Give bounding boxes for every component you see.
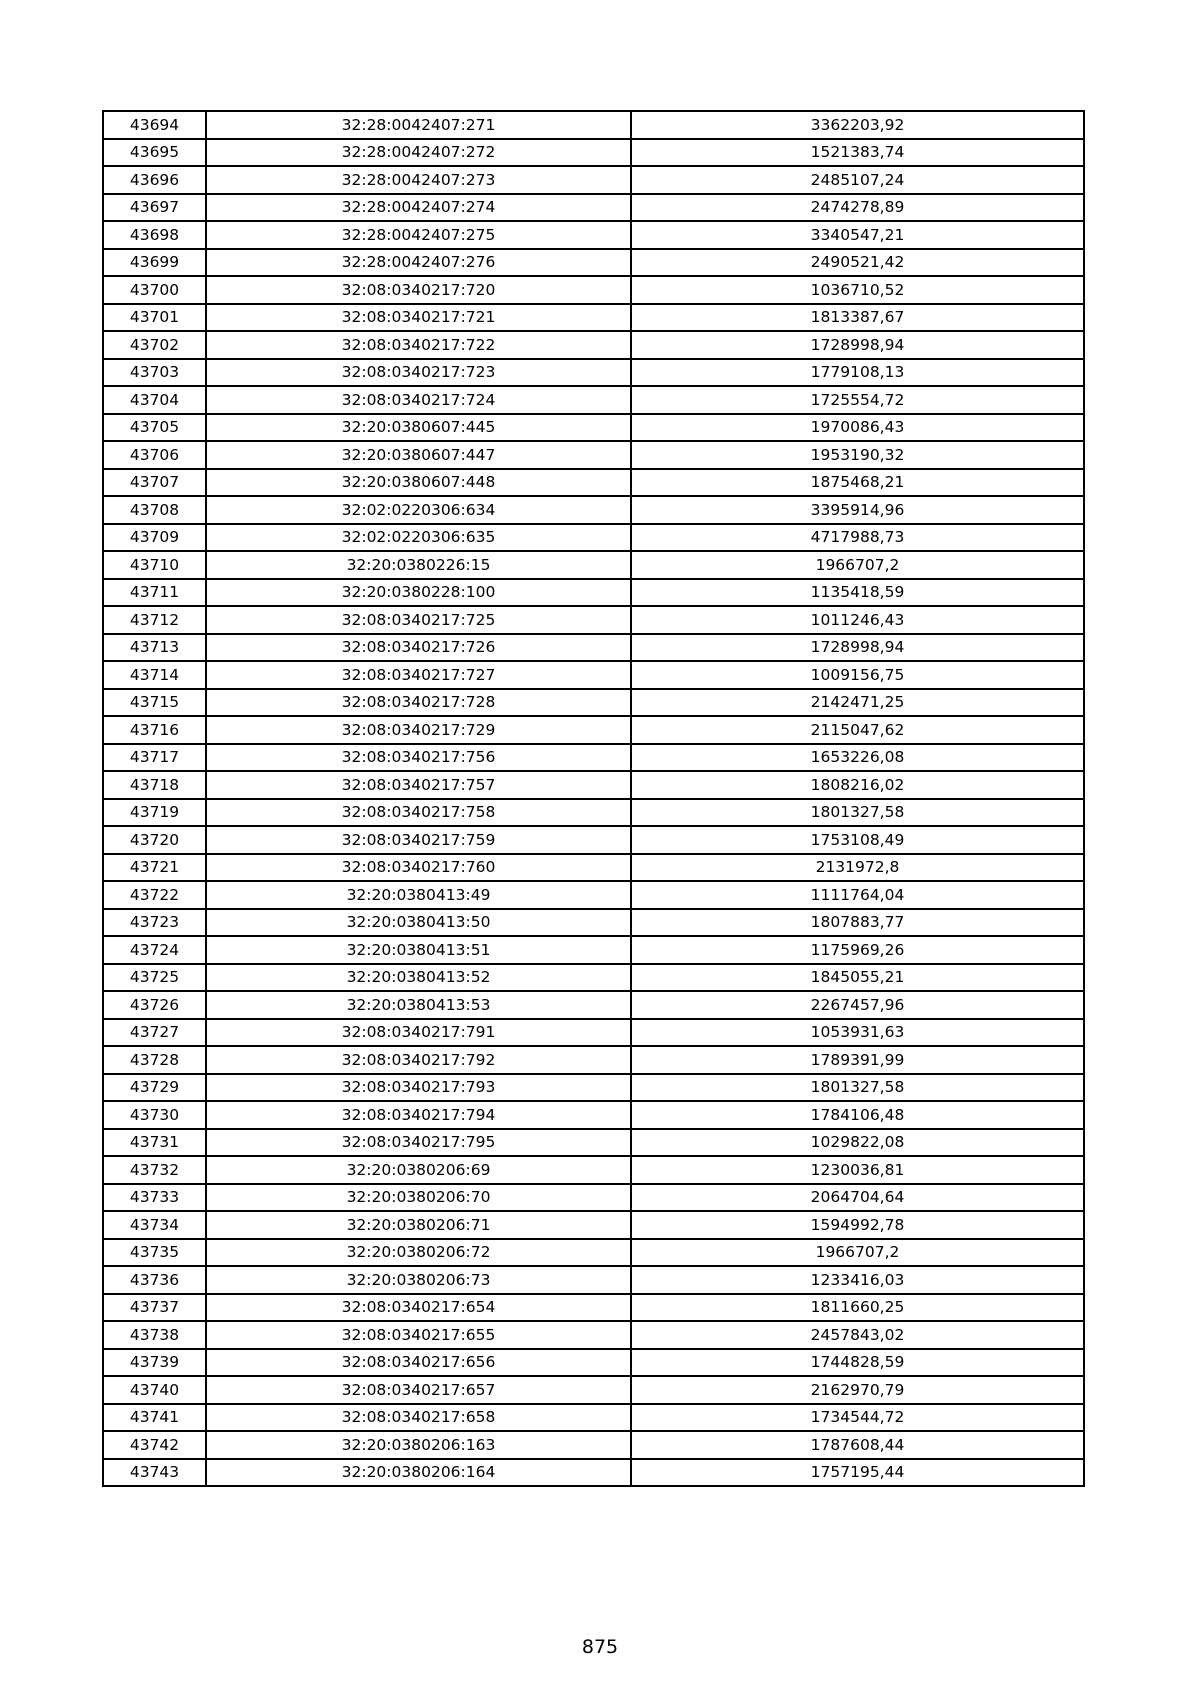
- row-number-cell: 43726: [103, 991, 206, 1019]
- table-row: [103, 826, 1084, 854]
- cadastral-number-cell: 32:08:0340217:722: [206, 331, 631, 359]
- row-number-cell: 43709: [103, 524, 206, 552]
- table-row: [103, 1184, 1084, 1212]
- cadastral-number-cell: 32:08:0340217:726: [206, 634, 631, 662]
- cadastral-number-cell: 32:08:0340217:794: [206, 1101, 631, 1129]
- table-row: [103, 1294, 1084, 1322]
- table-row: [103, 936, 1084, 964]
- row-number-cell: 43727: [103, 1019, 206, 1047]
- row-number-cell: 43733: [103, 1184, 206, 1212]
- value-cell: 1966707,2: [631, 1239, 1084, 1267]
- row-number-cell: 43706: [103, 441, 206, 469]
- row-number-cell: 43738: [103, 1321, 206, 1349]
- row-number-cell: 43723: [103, 909, 206, 937]
- cadastral-number-cell: 32:28:0042407:273: [206, 166, 631, 194]
- value-cell: 1011246,43: [631, 606, 1084, 634]
- cadastral-number-cell: 32:08:0340217:759: [206, 826, 631, 854]
- table-row: [103, 1074, 1084, 1102]
- row-number-cell: 43728: [103, 1046, 206, 1074]
- value-cell: 1970086,43: [631, 414, 1084, 442]
- cadastral-number-cell: 32:28:0042407:274: [206, 194, 631, 222]
- value-cell: 2490521,42: [631, 249, 1084, 277]
- table-row: [103, 1431, 1084, 1459]
- table-row: [103, 331, 1084, 359]
- cadastral-number-cell: 32:08:0340217:658: [206, 1404, 631, 1432]
- row-number-cell: 43735: [103, 1239, 206, 1267]
- row-number-cell: 43742: [103, 1431, 206, 1459]
- value-cell: 2064704,64: [631, 1184, 1084, 1212]
- table-row: [103, 1376, 1084, 1404]
- cadastral-number-cell: 32:08:0340217:724: [206, 386, 631, 414]
- value-cell: 1521383,74: [631, 139, 1084, 167]
- table-row: [103, 221, 1084, 249]
- value-cell: 1233416,03: [631, 1266, 1084, 1294]
- value-cell: 2115047,62: [631, 716, 1084, 744]
- value-cell: 2131972,8: [631, 854, 1084, 882]
- table-row: [103, 414, 1084, 442]
- row-number-cell: 43710: [103, 551, 206, 579]
- table-row: [103, 166, 1084, 194]
- value-cell: 3395914,96: [631, 496, 1084, 524]
- cadastral-number-cell: 32:28:0042407:272: [206, 139, 631, 167]
- row-number-cell: 43719: [103, 799, 206, 827]
- value-cell: 1734544,72: [631, 1404, 1084, 1432]
- row-number-cell: 43739: [103, 1349, 206, 1377]
- cadastral-number-cell: 32:20:0380206:71: [206, 1211, 631, 1239]
- cadastral-number-cell: 32:08:0340217:760: [206, 854, 631, 882]
- cadastral-number-cell: 32:08:0340217:791: [206, 1019, 631, 1047]
- value-cell: 2474278,89: [631, 194, 1084, 222]
- table-row: [103, 881, 1084, 909]
- cadastral-number-cell: 32:20:0380226:15: [206, 551, 631, 579]
- table-row: [103, 1019, 1084, 1047]
- cadastral-number-cell: 32:08:0340217:792: [206, 1046, 631, 1074]
- cadastral-number-cell: 32:20:0380228:100: [206, 579, 631, 607]
- table-row: [103, 964, 1084, 992]
- table-row: [103, 799, 1084, 827]
- value-cell: 1801327,58: [631, 1074, 1084, 1102]
- row-number-cell: 43697: [103, 194, 206, 222]
- cadastral-number-cell: 32:28:0042407:276: [206, 249, 631, 277]
- data-table: [102, 110, 1085, 1487]
- row-number-cell: 43720: [103, 826, 206, 854]
- cadastral-number-cell: 32:08:0340217:795: [206, 1129, 631, 1157]
- cadastral-number-cell: 32:08:0340217:727: [206, 661, 631, 689]
- row-number-cell: 43699: [103, 249, 206, 277]
- table-row: [103, 1266, 1084, 1294]
- cadastral-number-cell: 32:20:0380206:72: [206, 1239, 631, 1267]
- table-row: [103, 441, 1084, 469]
- table-row: [103, 524, 1084, 552]
- table-row: [103, 1156, 1084, 1184]
- row-number-cell: 43716: [103, 716, 206, 744]
- cadastral-number-cell: 32:02:0220306:635: [206, 524, 631, 552]
- row-number-cell: 43731: [103, 1129, 206, 1157]
- table-row: [103, 716, 1084, 744]
- value-cell: 1053931,63: [631, 1019, 1084, 1047]
- row-number-cell: 43725: [103, 964, 206, 992]
- value-cell: 1111764,04: [631, 881, 1084, 909]
- row-number-cell: 43718: [103, 771, 206, 799]
- row-number-cell: 43703: [103, 359, 206, 387]
- row-number-cell: 43734: [103, 1211, 206, 1239]
- value-cell: 2457843,02: [631, 1321, 1084, 1349]
- cadastral-number-cell: 32:20:0380206:163: [206, 1431, 631, 1459]
- table-row: [103, 1239, 1084, 1267]
- value-cell: 1036710,52: [631, 276, 1084, 304]
- value-cell: 1175969,26: [631, 936, 1084, 964]
- value-cell: 4717988,73: [631, 524, 1084, 552]
- value-cell: 1135418,59: [631, 579, 1084, 607]
- row-number-cell: 43721: [103, 854, 206, 882]
- row-number-cell: 43695: [103, 139, 206, 167]
- row-number-cell: 43705: [103, 414, 206, 442]
- cadastral-number-cell: 32:08:0340217:656: [206, 1349, 631, 1377]
- value-cell: 1594992,78: [631, 1211, 1084, 1239]
- value-cell: 1807883,77: [631, 909, 1084, 937]
- cadastral-number-cell: 32:02:0220306:634: [206, 496, 631, 524]
- cadastral-number-cell: 32:20:0380607:447: [206, 441, 631, 469]
- row-number-cell: 43741: [103, 1404, 206, 1432]
- value-cell: 1744828,59: [631, 1349, 1084, 1377]
- row-number-cell: 43724: [103, 936, 206, 964]
- cadastral-number-cell: 32:20:0380206:70: [206, 1184, 631, 1212]
- cadastral-number-cell: 32:20:0380413:51: [206, 936, 631, 964]
- value-cell: 2267457,96: [631, 991, 1084, 1019]
- row-number-cell: 43714: [103, 661, 206, 689]
- value-cell: 1787608,44: [631, 1431, 1084, 1459]
- table-row: [103, 1101, 1084, 1129]
- cadastral-number-cell: 32:08:0340217:729: [206, 716, 631, 744]
- row-number-cell: 43696: [103, 166, 206, 194]
- value-cell: 1811660,25: [631, 1294, 1084, 1322]
- row-number-cell: 43713: [103, 634, 206, 662]
- cadastral-number-cell: 32:20:0380413:53: [206, 991, 631, 1019]
- row-number-cell: 43711: [103, 579, 206, 607]
- value-cell: 1728998,94: [631, 331, 1084, 359]
- cadastral-number-cell: 32:20:0380206:69: [206, 1156, 631, 1184]
- table-row: [103, 551, 1084, 579]
- value-cell: 1757195,44: [631, 1459, 1084, 1487]
- row-number-cell: 43704: [103, 386, 206, 414]
- value-cell: 1029822,08: [631, 1129, 1084, 1157]
- value-cell: 1725554,72: [631, 386, 1084, 414]
- cadastral-number-cell: 32:08:0340217:725: [206, 606, 631, 634]
- table-row: [103, 469, 1084, 497]
- table-row: [103, 304, 1084, 332]
- table-row: [103, 194, 1084, 222]
- row-number-cell: 43737: [103, 1294, 206, 1322]
- cadastral-number-cell: 32:20:0380413:52: [206, 964, 631, 992]
- table-row: [103, 606, 1084, 634]
- value-cell: 1808216,02: [631, 771, 1084, 799]
- value-cell: 1009156,75: [631, 661, 1084, 689]
- row-number-cell: 43707: [103, 469, 206, 497]
- table-row: [103, 1321, 1084, 1349]
- cadastral-number-cell: 32:20:0380413:50: [206, 909, 631, 937]
- value-cell: 1801327,58: [631, 799, 1084, 827]
- cadastral-number-cell: 32:20:0380206:164: [206, 1459, 631, 1487]
- value-cell: 1728998,94: [631, 634, 1084, 662]
- table-row: [103, 991, 1084, 1019]
- table-row: [103, 744, 1084, 772]
- cadastral-number-cell: 32:28:0042407:271: [206, 111, 631, 139]
- cadastral-number-cell: 32:28:0042407:275: [206, 221, 631, 249]
- cadastral-number-cell: 32:08:0340217:721: [206, 304, 631, 332]
- value-cell: 1753108,49: [631, 826, 1084, 854]
- cadastral-number-cell: 32:08:0340217:655: [206, 1321, 631, 1349]
- table-row: [103, 496, 1084, 524]
- cadastral-number-cell: 32:20:0380607:448: [206, 469, 631, 497]
- cadastral-number-cell: 32:08:0340217:793: [206, 1074, 631, 1102]
- cadastral-number-cell: 32:20:0380206:73: [206, 1266, 631, 1294]
- row-number-cell: 43694: [103, 111, 206, 139]
- table-row: [103, 139, 1084, 167]
- table-row: [103, 579, 1084, 607]
- value-cell: 1230036,81: [631, 1156, 1084, 1184]
- value-cell: 1845055,21: [631, 964, 1084, 992]
- cadastral-number-cell: 32:08:0340217:757: [206, 771, 631, 799]
- row-number-cell: 43715: [103, 689, 206, 717]
- cadastral-number-cell: 32:08:0340217:723: [206, 359, 631, 387]
- value-cell: 1789391,99: [631, 1046, 1084, 1074]
- row-number-cell: 43729: [103, 1074, 206, 1102]
- row-number-cell: 43700: [103, 276, 206, 304]
- table-row: [103, 771, 1084, 799]
- value-cell: 3340547,21: [631, 221, 1084, 249]
- cadastral-number-cell: 32:08:0340217:720: [206, 276, 631, 304]
- row-number-cell: 43736: [103, 1266, 206, 1294]
- cadastral-number-cell: 32:20:0380413:49: [206, 881, 631, 909]
- table-row: [103, 359, 1084, 387]
- value-cell: 1784106,48: [631, 1101, 1084, 1129]
- row-number-cell: 43701: [103, 304, 206, 332]
- table-row: [103, 1046, 1084, 1074]
- value-cell: 1966707,2: [631, 551, 1084, 579]
- page-number: 875: [581, 1636, 619, 1658]
- cadastral-number-cell: 32:08:0340217:657: [206, 1376, 631, 1404]
- value-cell: 1953190,32: [631, 441, 1084, 469]
- table-row: [103, 1211, 1084, 1239]
- cadastral-number-cell: 32:08:0340217:758: [206, 799, 631, 827]
- value-cell: 2485107,24: [631, 166, 1084, 194]
- row-number-cell: 43730: [103, 1101, 206, 1129]
- row-number-cell: 43740: [103, 1376, 206, 1404]
- table-row: [103, 1129, 1084, 1157]
- table-row: [103, 111, 1084, 139]
- cadastral-number-cell: 32:08:0340217:756: [206, 744, 631, 772]
- table-row: [103, 634, 1084, 662]
- row-number-cell: 43702: [103, 331, 206, 359]
- table-row: [103, 661, 1084, 689]
- cadastral-number-cell: 32:08:0340217:728: [206, 689, 631, 717]
- value-cell: 2142471,25: [631, 689, 1084, 717]
- value-cell: 1779108,13: [631, 359, 1084, 387]
- row-number-cell: 43712: [103, 606, 206, 634]
- cadastral-number-cell: 32:20:0380607:445: [206, 414, 631, 442]
- table-row: [103, 1459, 1084, 1487]
- row-number-cell: 43708: [103, 496, 206, 524]
- value-cell: 1813387,67: [631, 304, 1084, 332]
- table-row: [103, 276, 1084, 304]
- table-row: [103, 689, 1084, 717]
- table-row: [103, 1349, 1084, 1377]
- value-cell: 1875468,21: [631, 469, 1084, 497]
- row-number-cell: 43722: [103, 881, 206, 909]
- table-row: [103, 249, 1084, 277]
- row-number-cell: 43743: [103, 1459, 206, 1487]
- row-number-cell: 43732: [103, 1156, 206, 1184]
- value-cell: 3362203,92: [631, 111, 1084, 139]
- table-row: [103, 909, 1084, 937]
- cadastral-number-cell: 32:08:0340217:654: [206, 1294, 631, 1322]
- row-number-cell: 43698: [103, 221, 206, 249]
- value-cell: 1653226,08: [631, 744, 1084, 772]
- row-number-cell: 43717: [103, 744, 206, 772]
- value-cell: 2162970,79: [631, 1376, 1084, 1404]
- table-row: [103, 386, 1084, 414]
- table-row: [103, 854, 1084, 882]
- table-body: [103, 111, 1084, 1486]
- table-row: [103, 1404, 1084, 1432]
